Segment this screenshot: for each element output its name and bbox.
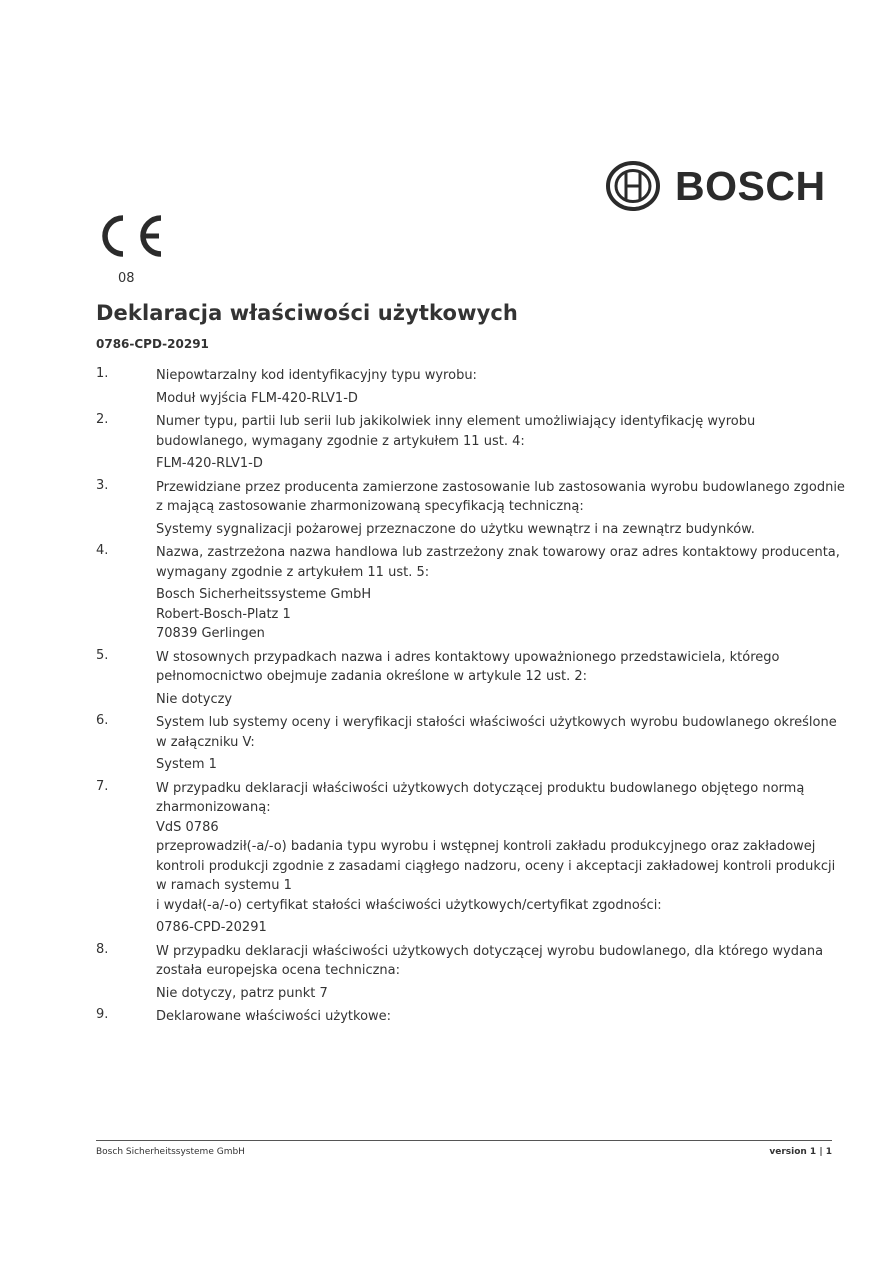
brand-wordmark: BOSCH — [675, 162, 826, 209]
item-text-line: wymagany zgodnie z artykułem 11 ust. 5: — [156, 564, 430, 580]
declaration-item — [0, 942, 893, 1004]
bosch-logo — [605, 160, 826, 212]
footer-version: version 1 | 1 — [769, 1147, 832, 1157]
item-text-line: w ramach systemu 1 — [156, 878, 292, 893]
ce-mark — [93, 212, 167, 264]
item-text-line: pełnomocnictwo obejmuje zadania określone w artykule 12 ust. 2: — [156, 669, 588, 684]
item-number: 3. — [96, 477, 109, 493]
declaration-item — [0, 543, 893, 644]
item-text-line: Nazwa, zastrzeżona nazwa handlowa lub zastrzeżony znak towarowy oraz adres kontaktowy producenta, — [156, 545, 840, 560]
item-number: 5. — [96, 647, 109, 663]
item-content — [156, 366, 828, 408]
item-text-line: zharmonizowaną: — [156, 800, 271, 815]
item-value-line: Robert-Bosch-Platz 1 — [156, 606, 291, 622]
item-value-line: FLM-420-RLV1-D — [156, 456, 263, 471]
declaration-items — [0, 366, 893, 1031]
item-text-line: kontroli produkcji zgodnie z zasadami ciągłego nadzoru, oceny i akceptacji zakładowej kontroli produkcji — [156, 858, 836, 874]
notified-body-number: 08 — [118, 271, 135, 286]
item-content — [156, 412, 828, 474]
item-text-line: i wydał(-a/-o) certyfikat stałości właściwości użytkowych/certyfikat zgodności: — [156, 897, 662, 913]
item-value-line: 0786-CPD-20291 — [156, 920, 267, 935]
page-title: Deklaracja właściwości użytkowych — [96, 301, 518, 325]
document-number: 0786-CPD-20291 — [96, 337, 209, 351]
declaration-item — [0, 648, 893, 710]
item-value-line: Systemy sygnalizacji pożarowej przeznaczone do użytku wewnątrz i na zewnątrz budynków. — [156, 521, 755, 537]
item-text-line: Przewidziane przez producenta zamierzone zastosowanie lub zastosowania wyrobu budowlanego zgodnie — [156, 479, 845, 495]
ce-mark-icon — [93, 212, 167, 260]
item-text-line: W stosownych przypadkach nazwa i adres kontaktowy upoważnionego przedstawiciela, którego — [156, 649, 780, 665]
item-value-line: Nie dotyczy, patrz punkt 7 — [156, 985, 328, 1001]
item-number: 1. — [96, 366, 109, 381]
item-content — [156, 942, 828, 1004]
item-value-line: 70839 Gerlingen — [156, 626, 265, 641]
item-content — [156, 779, 836, 938]
item-content — [156, 713, 837, 775]
item-text-line: budowlanego, wymagany zgodnie z artykułem 11 ust. 4: — [156, 433, 525, 449]
declaration-item — [0, 779, 893, 938]
item-value-line: Moduł wyjścia FLM-420-RLV1-D — [156, 390, 358, 406]
item-content — [156, 543, 840, 644]
footer-company: Bosch Sicherheitssysteme GmbH — [96, 1147, 245, 1157]
item-content — [156, 478, 845, 540]
item-number: 2. — [96, 412, 109, 427]
item-text-line: Deklarowane właściwości użytkowe: — [156, 1009, 392, 1024]
item-number: 9. — [96, 1007, 109, 1022]
item-text-line: w załączniku V: — [156, 734, 255, 750]
declaration-item — [0, 366, 893, 408]
item-number: 6. — [96, 713, 109, 728]
item-content — [156, 1007, 828, 1027]
item-number: 4. — [96, 543, 109, 558]
item-text-line: W przypadku deklaracji właściwości użytkowych dotyczącej produktu budowlanego objętego normą — [156, 780, 805, 796]
item-value-line: Bosch Sicherheitssysteme GmbH — [156, 587, 372, 602]
item-text-line: W przypadku deklaracji właściwości użytkowych dotyczącej wyrobu budowlanego, dla którego wydana — [156, 943, 824, 959]
declaration-item — [0, 412, 893, 474]
footer-divider — [96, 1140, 832, 1141]
item-text-line: VdS 0786 — [156, 819, 219, 835]
item-value-line: Nie dotyczy — [156, 691, 233, 707]
declaration-item — [0, 713, 893, 775]
item-text-line: Niepowtarzalny kod identyfikacyjny typu wyrobu: — [156, 368, 477, 383]
item-text-line: przeprowadził(-a/-o) badania typu wyrobu i wstępnej kontroli zakładu produkcyjnego oraz zakładowej — [156, 839, 816, 854]
item-number: 7. — [96, 778, 109, 794]
item-content — [156, 648, 828, 710]
declaration-item — [0, 1007, 893, 1027]
declaration-item — [0, 478, 893, 540]
item-text-line: z mającą zastosowanie zharmonizowaną specyfikacją techniczną: — [156, 499, 584, 514]
bosch-armature-icon — [605, 160, 661, 212]
item-text-line: została europejska ocena techniczna: — [156, 963, 401, 978]
item-value-line: System 1 — [156, 757, 217, 772]
item-text-line: System lub systemy oceny i weryfikacji stałości właściwości użytkowych wyrobu budowlanego określone — [156, 715, 837, 730]
item-number: 8. — [96, 941, 109, 957]
item-text-line: Numer typu, partii lub serii lub jakikolwiek inny element umożliwiający identyfikację wyrobu — [156, 414, 756, 429]
